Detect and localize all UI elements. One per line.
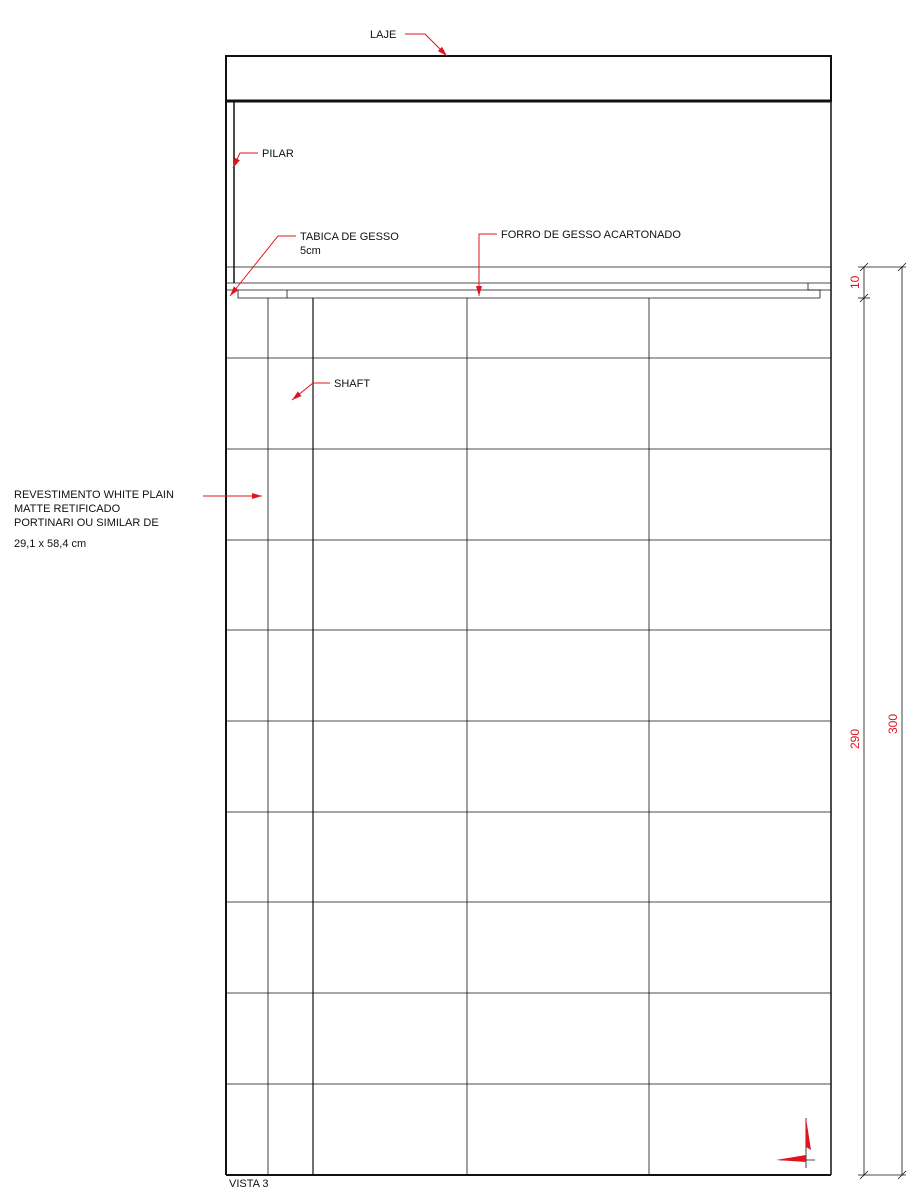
slab-leader xyxy=(405,34,447,56)
cladding-label-2: MATTE RETIFICADO xyxy=(14,503,121,515)
slab-label: LAJE xyxy=(370,29,397,41)
ceiling-leader xyxy=(479,234,497,296)
cladding-label-4: 29,1 x 58,4 cm xyxy=(14,538,87,550)
tabica-left xyxy=(226,283,287,298)
slab xyxy=(226,56,831,101)
ceiling-label: FORRO DE GESSO ACARTONADO xyxy=(501,229,681,241)
dim-total-height: 300 xyxy=(886,713,900,734)
shaft-label: SHAFT xyxy=(334,378,371,390)
tile-grid xyxy=(226,298,831,1175)
cladding-label-1: REVESTIMENTO WHITE PLAIN xyxy=(14,489,174,501)
cladding-label-3: PORTINARI OU SIMILAR DE xyxy=(14,517,159,529)
column-label: PILAR xyxy=(262,148,294,160)
column-leader xyxy=(233,153,258,168)
orientation-symbol xyxy=(776,1118,815,1168)
dim-wall-height: 290 xyxy=(848,728,862,749)
shaft-leader xyxy=(292,383,330,400)
tabica-leader xyxy=(230,236,296,296)
tabica-size-label: 5cm xyxy=(300,245,321,257)
tabica-right xyxy=(808,283,831,290)
tabica-label: TABICA DE GESSO xyxy=(300,231,399,243)
view-title: VISTA 3 xyxy=(229,1178,269,1190)
dim-ceiling-gap: 10 xyxy=(848,275,862,289)
